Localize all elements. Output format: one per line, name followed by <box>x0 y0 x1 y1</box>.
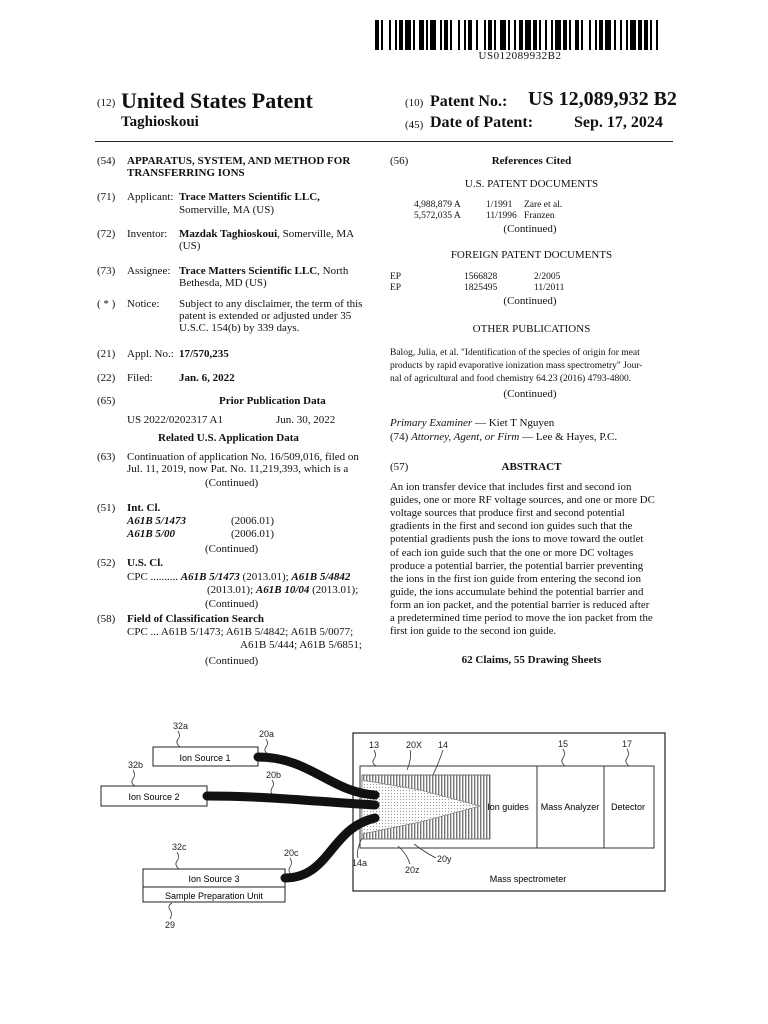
abstract-line: a predetermined time period to move the ion packet from the <box>390 612 653 624</box>
examiner-name: — Kiet T Nguyen <box>472 417 555 429</box>
inventor-location: , Somerville, MA <box>277 228 355 240</box>
continued-note: (Continued) <box>205 543 259 555</box>
assignee-name: Trace Matters Scientific LLC <box>179 265 318 277</box>
cpc-line1 <box>127 571 350 584</box>
code-63: (63) <box>97 451 116 463</box>
abstract-line: of each ion guide such that the one or more DC voltages <box>390 546 634 559</box>
foreign-patent-documents-title: FOREIGN PATENT DOCUMENTS <box>450 249 613 261</box>
header-rule <box>95 141 673 142</box>
filed-date: Jan. 6, 2022 <box>179 372 235 384</box>
ref-15: 15 <box>558 739 569 749</box>
foreign-ref-no: 1566828 <box>464 272 498 282</box>
code-12: (12) <box>97 97 116 109</box>
abstract-line: produce a potential barrier, the potential barrier preventing <box>390 559 644 572</box>
sample-prep-label: Sample Preparation Unit <box>164 891 264 901</box>
cpc-line2 <box>207 584 358 597</box>
ion-source-1-label: Ion Source 1 <box>179 753 231 763</box>
detector-label: Detector <box>610 802 646 812</box>
continued-note: (Continued) <box>503 295 557 307</box>
other-pub-line3: nal of agricultural and food chemistry 64.23 (2016) 4793-4800. <box>390 374 632 384</box>
abstract-line: voltage sources that produce first and second potential <box>390 507 625 520</box>
int-cl-2-date: (2006.01) <box>231 528 275 540</box>
filed-label: Filed: <box>127 372 153 384</box>
invention-title-line2: TRANSFERRING IONS <box>127 167 245 179</box>
us-ref-name: Zare et al. <box>524 200 563 210</box>
patent-date: Sep. 17, 2024 <box>574 114 663 131</box>
field-search-label: Field of Classification Search <box>127 613 264 625</box>
code-74: (74) <box>390 431 409 443</box>
code-10: (10) <box>405 97 424 109</box>
cpc-a-date: (2013.01); <box>239 571 292 583</box>
prior-publication-title: Prior Publication Data <box>219 395 326 407</box>
ref-20x: 20X <box>406 740 423 750</box>
primary-examiner <box>390 417 554 430</box>
code-56: (56) <box>390 155 409 167</box>
mass-spectrometer-label: Mass spectrometer <box>489 874 567 884</box>
assignee-location: , North <box>317 265 349 277</box>
inventor-short: Taghioskoui <box>121 114 199 130</box>
inventor-line <box>179 228 354 241</box>
continued-note: (Continued) <box>205 477 259 489</box>
ref-20a: 20a <box>259 729 275 739</box>
prior-publication-date: Jun. 30, 2022 <box>276 414 336 426</box>
prior-publication-number: US 2022/0202317 A1 <box>127 414 223 426</box>
attorney <box>390 431 617 444</box>
code-65: (65) <box>97 395 116 407</box>
continued-note: (Continued) <box>503 223 557 235</box>
barcode-bar <box>658 20 664 50</box>
representative-figure <box>0 700 768 940</box>
other-pub-line1: Balog, Julia, et al. "Identification of the species of origin for meat <box>390 348 640 358</box>
cpc-prefix: CPC .......... <box>127 571 179 583</box>
barcode <box>375 20 665 50</box>
abstract-line: form an ion packet, and the potential barrier is reduced after <box>390 598 650 611</box>
foreign-ref-date: 11/2011 <box>534 283 565 293</box>
applicant-location: Somerville, MA (US) <box>179 204 275 216</box>
int-cl-2: A61B 5/00 <box>127 528 175 540</box>
ref-32c: 32c <box>172 842 187 852</box>
continued-note: (Continued) <box>503 388 557 400</box>
related-data-title: Related U.S. Application Data <box>158 432 299 444</box>
field-search-line1: CPC ... A61B 5/1473; A61B 5/4842; A61B 5/0077; <box>127 626 354 638</box>
ref-14: 14 <box>438 740 449 750</box>
code-22: (22) <box>97 372 116 384</box>
applicant-name: Trace Matters Scientific LLC, <box>179 191 320 203</box>
cpc-c-date: (2013.01); <box>309 584 359 596</box>
abstract-line: guide, the ions accumulate behind the potential barrier and <box>390 585 644 598</box>
abstract-line: first ion guide to the second ion guide. <box>390 625 557 638</box>
inventor-label: Inventor: <box>127 228 168 240</box>
ref-14a: 14a <box>352 858 368 868</box>
code-71: (71) <box>97 191 116 203</box>
claims-count: 62 Claims, 55 Drawing Sheets <box>461 654 602 666</box>
code-45: (45) <box>405 119 424 131</box>
ref-20y: 20y <box>437 854 452 864</box>
assignee-location-line2: Bethesda, MD (US) <box>179 277 267 289</box>
applicant-label: Applicant: <box>127 191 174 203</box>
ref-20c: 20c <box>284 848 299 858</box>
foreign-ref-date: 2/2005 <box>534 272 561 282</box>
ref-17: 17 <box>622 739 633 749</box>
code-57: (57) <box>390 461 409 473</box>
notice-line1: Subject to any disclaimer, the term of this <box>179 298 363 310</box>
us-ref-name: Franzen <box>524 211 555 221</box>
us-cl-label: U.S. Cl. <box>127 557 164 569</box>
attorney-name: — Lee & Hayes, P.C. <box>519 431 618 443</box>
code-51: (51) <box>97 502 116 514</box>
other-publications-title: OTHER PUBLICATIONS <box>472 323 591 335</box>
inventor-name: Mazdak Taghioskoui <box>179 228 278 240</box>
inventor-country: (US) <box>179 240 201 252</box>
abstract-line: the ions in the first ion guide from entering the second ion <box>390 572 641 585</box>
foreign-ref-country: EP <box>390 272 402 282</box>
continuation-line2: Jul. 11, 2019, now Pat. No. 11,219,393, which is a <box>127 463 349 475</box>
code-72: (72) <box>97 228 116 240</box>
code-54: (54) <box>97 155 116 167</box>
date-label: Date of Patent: <box>430 114 534 131</box>
code-notice: ( * ) <box>97 298 116 310</box>
us-ref-date: 11/1996 <box>486 211 517 221</box>
ion-source-2-label: Ion Source 2 <box>128 792 180 802</box>
foreign-ref-country: EP <box>390 283 402 293</box>
continued-note: (Continued) <box>205 598 259 610</box>
invention-title-line1: APPARATUS, SYSTEM, AND METHOD FOR <box>127 155 351 167</box>
field-search-line2: A61B 5/444; A61B 5/6851; <box>240 639 362 651</box>
abstract-title: ABSTRACT <box>501 461 562 473</box>
int-cl-label: Int. Cl. <box>127 502 161 514</box>
notice-label: Notice: <box>127 298 160 310</box>
us-ref-date: 1/1991 <box>486 200 513 210</box>
notice-line3: U.S.C. 154(b) by 339 days. <box>179 322 300 334</box>
continued-note: (Continued) <box>205 655 259 667</box>
ref-20b: 20b <box>266 770 282 780</box>
abstract-line: potential gradients push the ions to move toward the outlet <box>390 533 644 546</box>
code-52: (52) <box>97 557 116 569</box>
assignee-label: Assignee: <box>127 265 171 277</box>
document-number: US012089932B2 <box>478 50 562 62</box>
code-21: (21) <box>97 348 116 360</box>
cpc-b-date: (2013.01); <box>207 584 256 596</box>
us-ref-no: 5,572,035 A <box>414 211 461 221</box>
other-pub-line2: products by rapid evaporative ionization mass spectrometry" Jour- <box>390 361 643 371</box>
tube-20b <box>207 796 375 805</box>
ref-29: 29 <box>165 920 176 930</box>
mass-analyzer-label: Mass Analyzer <box>540 802 600 812</box>
patent-no-label: Patent No.: <box>430 93 508 110</box>
continuation-line1: Continuation of application No. 16/509,016, filed on <box>127 451 359 463</box>
appl-no-label: Appl. No.: <box>127 348 174 360</box>
foreign-ref-no: 1825495 <box>464 283 498 293</box>
abstract-line: An ion transfer device that includes first and second ion <box>390 481 632 493</box>
ref-13: 13 <box>369 740 380 750</box>
ion-guides-label: Ion guides <box>487 802 529 812</box>
int-cl-1-date: (2006.01) <box>231 515 275 527</box>
us-ref-no: 4,988,879 A <box>414 200 461 210</box>
code-73: (73) <box>97 265 116 277</box>
ref-32b: 32b <box>128 760 144 770</box>
patent-type-title: United States Patent <box>121 88 313 113</box>
abstract-line: guides, one or more RF voltage sources, and one or more DC <box>390 494 655 507</box>
notice-line2: patent is extended or adjusted under 35 <box>179 310 352 322</box>
examiner-label: Primary Examiner <box>390 417 473 429</box>
cpc-c: A61B 10/04 <box>255 584 310 596</box>
cpc-a: A61B 5/1473 <box>180 571 240 583</box>
cpc-b: A61B 5/4842 <box>291 571 351 583</box>
ref-32a: 32a <box>173 721 189 731</box>
patent-number: US 12,089,932 B2 <box>528 88 677 110</box>
appl-no: 17/570,235 <box>179 348 229 360</box>
ion-source-3-label: Ion Source 3 <box>188 874 240 884</box>
us-patent-documents-title: U.S. PATENT DOCUMENTS <box>464 178 599 190</box>
abstract-line: gradients in the first and second ion guides such that the <box>390 520 633 533</box>
references-title: References Cited <box>491 155 572 167</box>
code-58: (58) <box>97 613 116 625</box>
attorney-label: Attorney, Agent, or Firm <box>411 431 520 443</box>
int-cl-1: A61B 5/1473 <box>127 515 186 527</box>
ref-20z: 20z <box>405 865 420 875</box>
